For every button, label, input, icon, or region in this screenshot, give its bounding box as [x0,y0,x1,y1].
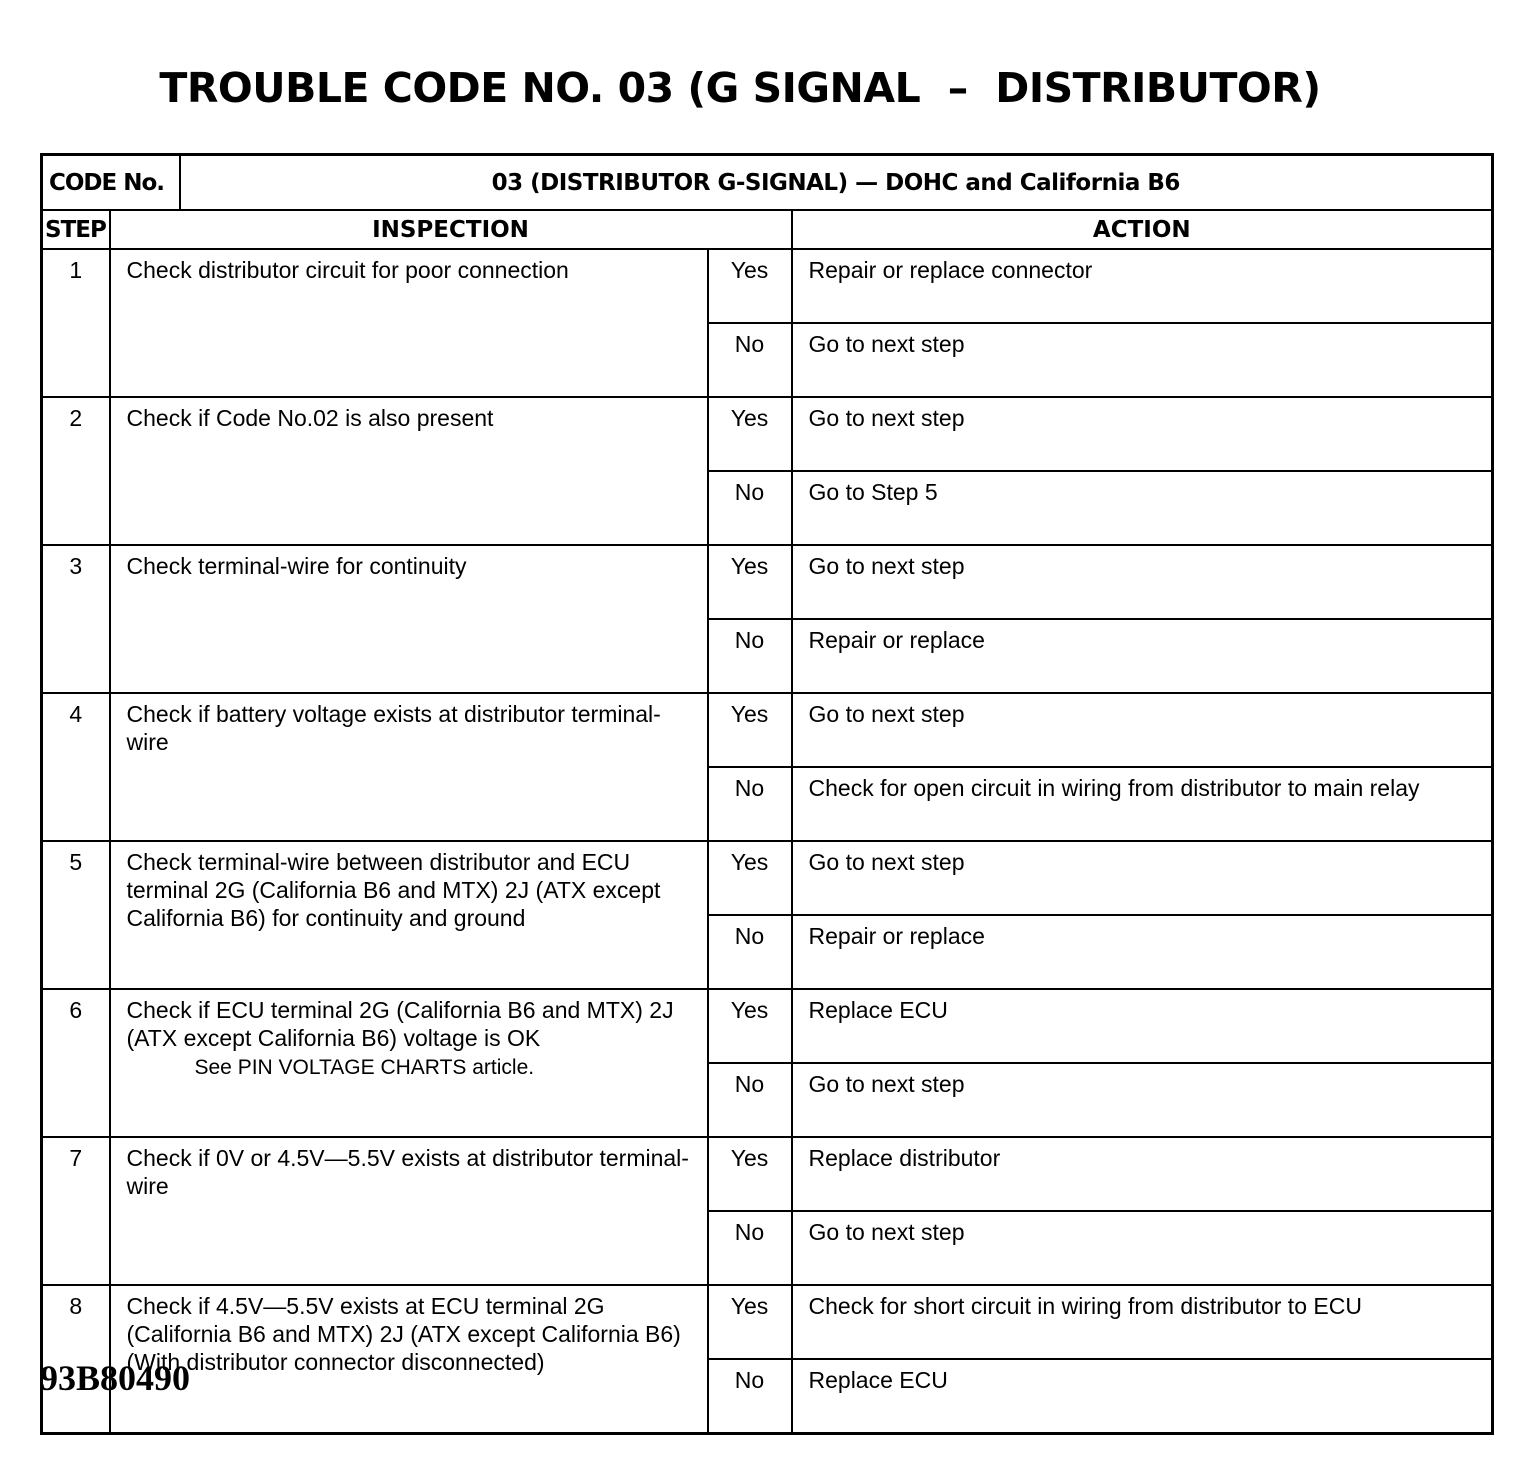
inspection-text: Check if ECU terminal 2G (California B6 and MTX) 2J (ATX except California B6) voltage is OK [126,997,674,1051]
inspection-column-header: INSPECTION [110,210,792,249]
page-title: TROUBLE CODE NO. 03 (G SIGNAL – DISTRIBUTOR) [159,64,1321,112]
yes-action: Go to next step [792,841,1493,915]
inspection-text: Check terminal-wire between distributor and ECU terminal 2G (California B6 and MTX) 2J (ATX except California B6) for continuity and ground [126,849,661,931]
step-number: 6 [42,989,110,1137]
yes-action: Check for short circuit in wiring from distributor to ECU [792,1285,1493,1359]
no-label: No [708,323,792,397]
yes-label: Yes [708,1137,792,1211]
no-action: Go to Step 5 [792,471,1493,545]
inspection-cell [110,545,708,693]
code-header-row [42,155,1493,211]
yes-label: Yes [708,841,792,915]
figure-id: 93B80490 [40,1358,191,1398]
inspection-cell [110,397,708,545]
inspection-text: Check if 0V or 4.5V—5.5V exists at distributor terminal-wire [126,1145,689,1199]
yes-action: Go to next step [792,693,1493,767]
yes-label: Yes [708,1285,792,1359]
yes-action: Go to next step [792,545,1493,619]
yes-label: Yes [708,693,792,767]
step-row [42,989,1493,1063]
inspection-cell [110,249,708,397]
inspection-text: Check distributor circuit for poor connection [126,257,569,283]
no-action: Replace ECU [792,1359,1493,1434]
no-action: Go to next step [792,1063,1493,1137]
yes-label: Yes [708,397,792,471]
step-number: 4 [42,693,110,841]
inspection-cell [110,841,708,989]
inspection-cell [110,1285,708,1434]
step-number: 7 [42,1137,110,1285]
no-label: No [708,1211,792,1285]
no-action: Go to next step [792,1211,1493,1285]
inspection-text: Check if battery voltage exists at distributor terminal-wire [126,701,661,755]
yes-action: Repair or replace connector [792,249,1493,323]
no-action: Repair or replace [792,915,1493,989]
step-number: 1 [42,249,110,397]
yes-action: Replace distributor [792,1137,1493,1211]
inspection-text: Check terminal-wire for continuity [126,553,467,579]
inspection-text: Check if 4.5V—5.5V exists at ECU terminal 2G (California B6 and MTX) 2J (ATX except California B6) (With distributor connector disconnected) [126,1293,681,1375]
no-label: No [708,471,792,545]
no-label: No [708,915,792,989]
step-number: 5 [42,841,110,989]
no-label: No [708,619,792,693]
yes-label: Yes [708,989,792,1063]
inspection-cell [110,989,708,1137]
no-label: No [708,767,792,841]
yes-action: Go to next step [792,397,1493,471]
step-row [42,1137,1493,1211]
no-action: Go to next step [792,323,1493,397]
code-number-value: 03 (DISTRIBUTOR G-SIGNAL) — DOHC and California B6 [180,155,1493,211]
inspection-note: See PIN VOLTAGE CHARTS article. [194,1056,535,1079]
step-number: 3 [42,545,110,693]
inspection-cell [110,1137,708,1285]
no-action: Check for open circuit in wiring from distributor to main relay [792,767,1493,841]
yes-action: Replace ECU [792,989,1493,1063]
inspection-cell [110,693,708,841]
no-action: Repair or replace [792,619,1493,693]
step-number: 2 [42,397,110,545]
no-label: No [708,1359,792,1434]
step-rows [42,249,1493,1434]
yes-label: Yes [708,545,792,619]
action-column-header: ACTION [792,210,1493,249]
step-number: 8 [42,1285,110,1434]
inspection-text: Check if Code No.02 is also present [126,405,494,431]
no-label: No [708,1063,792,1137]
step-row [42,1285,1493,1359]
trouble-code-table [40,153,1494,1435]
step-column-header: STEP [42,210,110,249]
yes-label: Yes [708,249,792,323]
step-row [42,249,1493,323]
step-row [42,397,1493,471]
step-row [42,545,1493,619]
step-row [42,841,1493,915]
step-row [42,693,1493,767]
column-header-row [42,210,1493,249]
code-number-label: CODE No. [42,155,180,211]
